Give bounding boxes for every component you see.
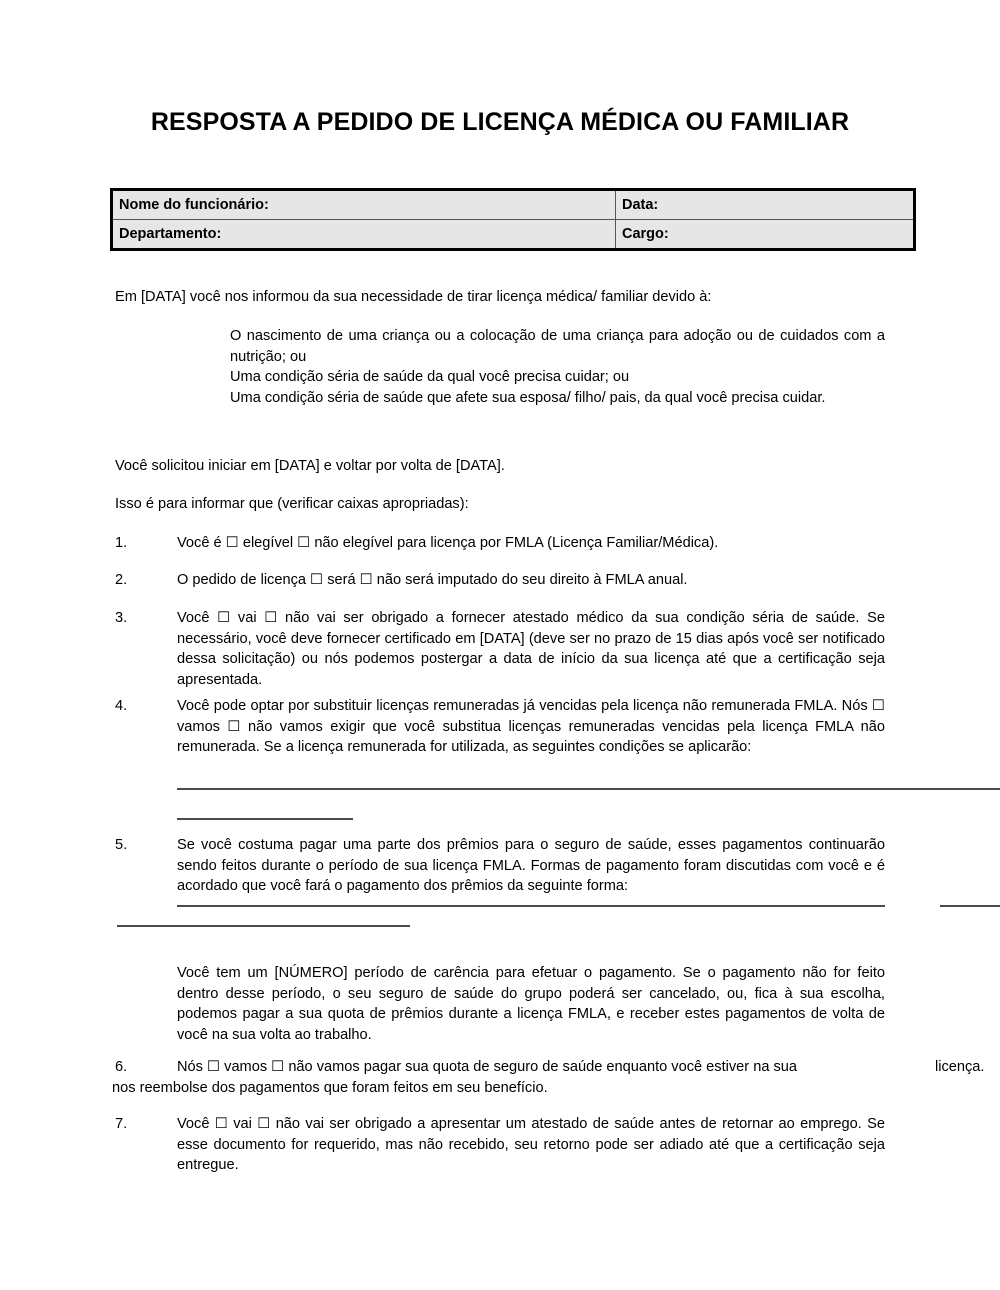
numbered-item-6: [112, 1057, 1000, 1098]
item-number: 2.: [115, 572, 128, 588]
inform-paragraph: Isso é para informar que (verificar caixas apropriadas):: [115, 496, 469, 512]
fill-in-line[interactable]: [177, 905, 885, 907]
intro-paragraph: Em [DATA] você nos informou da sua necessidade de tirar licença médica/ familiar devido à:: [115, 289, 712, 305]
item-line-2: nos reembolse dos pagamentos que foram feitos em seu benefício.: [112, 1079, 548, 1096]
field-label-date: Data:: [616, 190, 915, 220]
reason-item: Uma condição séria de saúde que afete sua esposa/ filho/ pais, da qual você precisa cuidar.: [230, 389, 826, 406]
item-number: 7.: [115, 1116, 128, 1132]
item-text: O pedido de licença ☐ será ☐ não será imputado do seu direito à FMLA anual.: [177, 572, 688, 588]
item-line-1: [112, 1057, 1000, 1078]
item-text: Você é ☐ elegível ☐ não elegível para licença por FMLA (Licença Familiar/Médica).: [177, 535, 719, 551]
grace-period-paragraph: Você tem um [NÚMERO] período de carência para efetuar o pagamento. Se o pagamento não for feito dentro desse período, o seu seguro de saúde do grupo poderá ser cancelado, ou, fica à sua escolha, podemos pagar a sua quota de prêmios durante a licença FMLA, e receber estes pagamentos de volta de você na sua volta ao trabalho.: [177, 965, 885, 1043]
item-text: Você pode optar por substituir licenças remuneradas já vencidas pela licença não remunerada FMLA. Nós ☐ vamos ☐ não vamos exigir que você substitua licenças remuneradas vencidas pela licença FMLA não remunerada. Se a licença remunerada for utilizada, as seguintes condições se aplicarão:: [177, 698, 885, 755]
item-number: 4.: [115, 698, 128, 714]
numbered-item-2: [115, 570, 885, 591]
numbered-item-5: [115, 835, 885, 897]
field-label-employee-name: Nome do funcionário:: [112, 190, 616, 220]
numbered-item-7: [115, 1114, 885, 1176]
reason-item: Uma condição séria de saúde da qual você precisa cuidar; ou: [230, 369, 630, 385]
item-text: Nós ☐ vamos ☐ não vamos pagar sua quota de seguro de saúde enquanto você estiver na sua: [177, 1059, 798, 1075]
fill-in-line[interactable]: [177, 818, 353, 820]
fill-in-line[interactable]: [177, 788, 1000, 790]
field-label-department: Departamento:: [112, 220, 616, 250]
numbered-item-1: [115, 533, 885, 554]
item-text-tail: licença.: [935, 1059, 985, 1075]
page-title: RESPOSTA A PEDIDO DE LICENÇA MÉDICA OU FAMILIAR: [150, 108, 850, 136]
fill-in-line[interactable]: [117, 925, 410, 927]
reasons-block: [230, 326, 885, 408]
numbered-item-3: [115, 608, 885, 690]
item-number: 6.: [115, 1059, 128, 1075]
item-text: Você ☐ vai ☐ não vai ser obrigado a fornecer atestado médico da sua condição séria de saúde. Se necessário, você deve fornecer certificado em [DATA] (deve ser no prazo de 15 dias após você ser notificado dessa solicitação) ou nós podemos postergar a data de início da sua licença até que a certificação seja apresentada.: [177, 610, 885, 688]
item-number: 3.: [115, 610, 128, 626]
table-row: [112, 220, 915, 250]
employee-info-table: [110, 188, 916, 251]
item-number: 1.: [115, 535, 128, 551]
table-row: [112, 190, 915, 220]
numbered-item-4: [115, 696, 885, 758]
item-number: 5.: [115, 837, 128, 853]
item-text: Você ☐ vai ☐ não vai ser obrigado a apresentar um atestado de saúde antes de retornar ao emprego. Se esse documento for requerido, mas não recebido, seu retorno pode ser adiado até que a certificação seja entregue.: [177, 1116, 885, 1173]
reason-item: O nascimento de uma criança ou a colocação de uma criança para adoção ou de cuidados com a nutrição; ou: [230, 328, 885, 365]
fill-in-line[interactable]: [940, 905, 1000, 907]
request-paragraph: Você solicitou iniciar em [DATA] e voltar por volta de [DATA].: [115, 458, 505, 474]
item-text: Se você costuma pagar uma parte dos prêmios para o seguro de saúde, esses pagamentos continuarão sendo feitos durante o período de sua licença FMLA. Formas de pagamento foram discutidas com você e é acordado que você fará o pagamento dos prêmios da seguinte forma:: [177, 837, 885, 894]
field-label-position: Cargo:: [616, 220, 915, 250]
